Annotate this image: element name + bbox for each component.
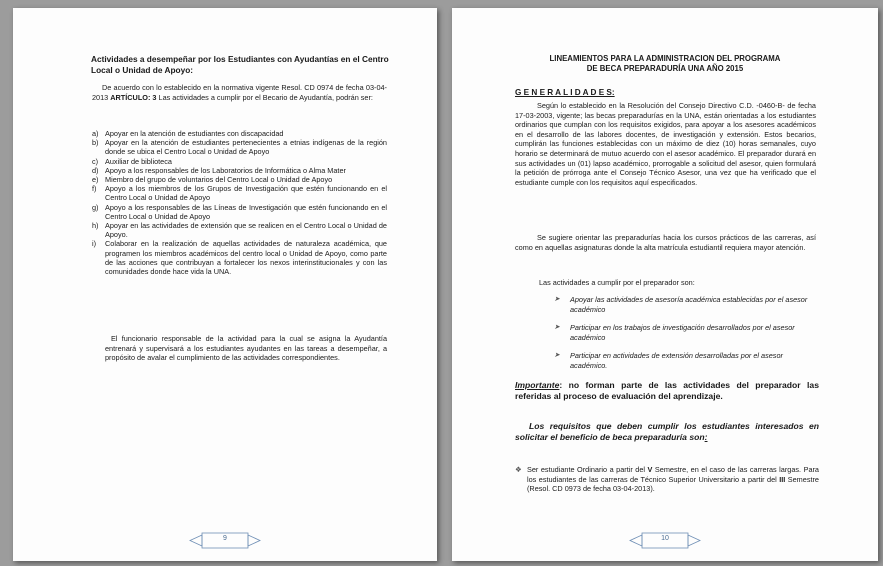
generalidades-paragraph: Según lo establecido en la Resolución del Consejo Directivo C.D. -0460-B- de fecha 17-03-2003, vigente; las becas preparadurías en la UNA, están orientadas a los estudiantes ordinarios que cumplan con los requisitos exigidos, para apoyar a los asesores académicos en el desarrollo de las labores docentes, de investigación y extensión. Estos becarios, cumplirán las funciones establecidas con un máximo de diez (10) horas semanales, cuyo horario se determinará de mutuo acuerdo con el asesor académico. El preparador durará en sus actividades un (01) lapso académico, prorrogable a solicitud del asesor, quien formulará la petición de prórroga ante el Consejo Técnico Asesor, una vez que ha verificado que el estudiante cumple con los requisitos aquí especificados. [515,101,816,187]
activity-bullets [554,295,820,371]
activity-item: ➤ Participar en actividades de extensión desarrolladas por el asesor académico. [554,351,783,370]
page9-heading: Actividades a desempeñar por los Estudiantes con Ayudantías en el Centro Local o Unidad de Apoyo: [91,54,389,75]
suggestion-paragraph: Se sugiere orientar las preparadurías hacia los cursos prácticos de las carreras, así como en aquellas asignaturas donde la alta matrícula estudiantil requiera mayor atención. [515,233,816,252]
list-item: h) Apoyar en las actividades de extensión que se realicen en el Centro Local o Unidad de Apoyo. [92,221,387,240]
document-page-10 [452,8,878,561]
list-item: g) Apoyo a los responsables de las Líneas de Investigación que estén funcionando en el Centro Local o Unidad de Apoyo [92,202,387,221]
page10-title-line1: LINEAMIENTOS PARA LA ADMINISTRACION DEL PROGRAMA [549,54,781,63]
arrow-bullet-icon: ➤ [554,296,560,303]
page9-closing: El funcionario responsable de la actividad para la cual se asigna la Ayudantía entrenará y supervisará a los estudiantes ayudantes en las tareas a desempeñar, a propósito de avalar el cumplimiento de las actividades correspondientes. [105,334,387,363]
list-item: e) Miembro del grupo de voluntarios del Centro Local o Unidad de Apoyo [92,175,333,185]
intro-text: De acuerdo con lo establecido en la normativa vigente Resol. CD 0974 de fecha 03-04-2013 [92,83,387,102]
page-number: 10 [661,535,669,542]
page10-title-line2: DE BECA PREPARADURÍA UNA AÑO 2015 [586,64,744,73]
list-item: i) Colaborar en la realización de aquellas actividades de naturaleza académica, que programen los miembros académicos del centro local o Unidad de Apoyo, como parte de las acciones que contribuyan a fortalecer los nexos interinstitucionales y con las comunidades donde hace vida la UNA. [92,239,387,277]
section-heading: G E N E R A L I D A D E S: [515,88,615,97]
document-page-9 [13,8,437,561]
activity-item: ➤ Participar en los trabajos de investigación desarrollados por el asesor académico [554,323,795,342]
intro-text-end: Las actividades a cumplir por el Becario de Ayudantía, podrán ser: [156,92,373,102]
arrow-bullet-icon: ➤ [554,352,560,360]
list-item: a) Apoyar en la atención de estudiantes con discapacidad [92,129,284,138]
list-item: f) Apoyo a los miembros de los Grupos de Investigación que estén funcionando en el Centro Local o Unidad de Apoyo [92,184,387,203]
important-text: : no forman parte de las actividades del preparador las referidas al proceso de evaluación del aprendizaje. [515,380,819,401]
activity-list [92,129,387,276]
activity-item: ➤ Apoyar las actividades de asesoría académica establecidas por el asesor académico [554,295,808,314]
page-number-badge [628,532,702,549]
page-number-badge [188,532,262,549]
list-item: b) Apoyar en la atención de estudiantes pertenecientes a etnias indígenas de la región donde se ubica el Centro Local o Unidad de Apoyo [92,138,387,157]
activities-intro: Las actividades a cumplir por el preparador son: [539,278,695,287]
list-item: c) Auxiliar de biblioteca [92,156,172,166]
intro-article: ARTÍCULO: 3 [110,92,157,102]
page-number: 9 [223,535,227,542]
diamond-bullet-icon: ❖ [515,465,522,474]
page9-intro [92,83,387,102]
requirement-item: ❖ Ser estudiante Ordinario a partir del V Semestre, en el caso de las carreras largas. Para los estudiantes de las carreras de Técnico Superior Universitario a partir del III Semestre (Resol. CD 0973 de fecha 03-04-2013). [515,465,819,494]
arrow-bullet-icon: ➤ [554,324,560,332]
list-item: d) Apoyo a los responsables de los Laboratorios de Informática o Alma Mater [92,165,346,175]
important-note [515,380,819,401]
requirements-heading: Los requisitos que deben cumplir los estudiantes interesados en solicitar el beneficio de beca preparaduría son: [515,421,819,442]
important-label: Importante [515,380,560,390]
